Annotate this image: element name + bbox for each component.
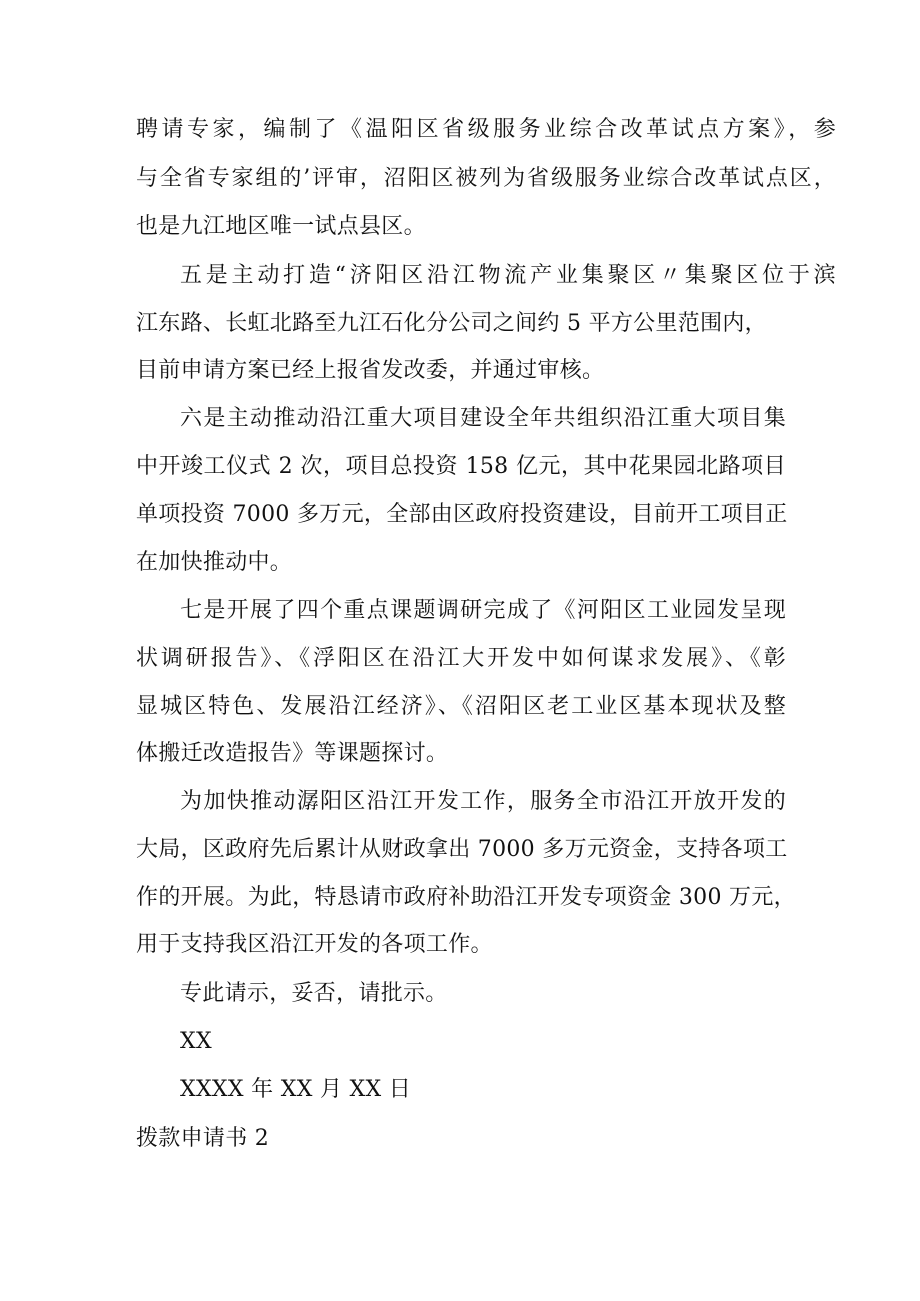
signatory: XX: [180, 1029, 212, 1054]
paragraph-line: 也是九江地区唯一试点县区。: [136, 214, 426, 239]
paragraph-line: 为加快推动潺阳区沿江开发工作，服务全市沿江开放开发的: [180, 789, 786, 814]
paragraph-line: 目前申请方案已经上报省发改委，并通过审核。: [136, 358, 605, 383]
paragraph-line: 与全省专家组的’评审，沼阳区被列为省级服务业综合改革试点区，: [136, 166, 836, 191]
document-date: XXXX 年 XX 月 XX 日: [180, 1077, 412, 1102]
paragraph-line: 聘请专家，编制了《温阳区省级服务业综合改革试点方案》，参: [136, 117, 836, 142]
paragraph-line: 状调研报告》、《浮阳区在沿江大开发中如何谋求发展》、《彰: [136, 646, 786, 671]
paragraph-line: 七是开展了四个重点课题调研完成了《河阳区工业园发呈现: [180, 598, 786, 623]
paragraph-line: 显城区特色、发展沿江经济》、《沼阳区老工业区基本现状及整: [136, 694, 786, 719]
paragraph-line: 六是主动推动沿江重大项目建设全年共组织沿江重大项目集: [180, 406, 786, 431]
paragraph-line: 作的开展。为此，特恳请市政府补助沿江开发专项资金 300 万元，: [136, 885, 796, 910]
paragraph-line: 用于支持我区沿江开发的各项工作。: [136, 932, 493, 957]
next-document-heading: 拨款申请书 2: [136, 1126, 270, 1151]
paragraph-line: 中开竣工仪式 2 次，项目总投资 158 亿元，其中花果园北路项目: [136, 454, 786, 479]
paragraph-line: 五是主动打造“济阳区沿江物流产业集聚区〃集聚区位于滨: [180, 263, 836, 288]
paragraph-line: 单项投资 7000 多万元，全部由区政府投资建设，目前开工项目正: [136, 502, 788, 527]
paragraph-line: 江东路、长虹北路至九江石化分公司之间约 5 平方公里范围内，: [136, 311, 767, 336]
paragraph-line: 大局，区政府先后累计从财政拿出 7000 多万元资金，支持各项工: [136, 837, 788, 862]
paragraph-line: 在加快推动中。: [136, 550, 293, 575]
paragraph-line: 体搬迁改造报告》等课题探讨。: [136, 741, 449, 766]
closing-line: 专此请示，妥否，请批示。: [180, 981, 448, 1006]
